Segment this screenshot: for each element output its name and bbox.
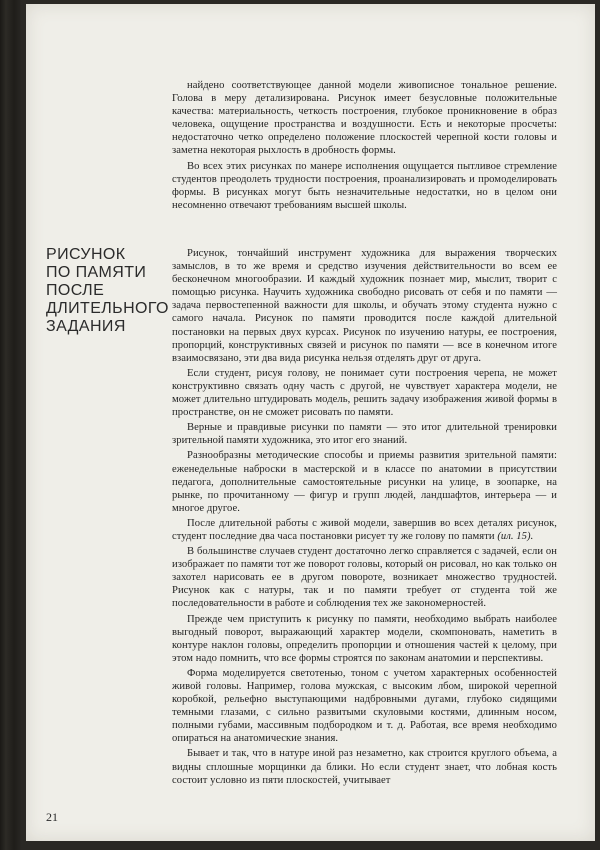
- book-page: [26, 4, 595, 841]
- paragraph: Прежде чем приступить к рисунку по памяти, необходимо выбрать наиболее выгодный поворот, выражающий характер модели, скомпоновать, наметить в контуре наклон головы, определить пропорции и отношения частей к целому, при этом надо помнить, что все формы строятся по законам анатомии и перспективы.: [172, 613, 557, 664]
- paragraph: найдено соответствующее данной модели живописное тональное решение. Голова в меру детализирована. Рисунок имеет безусловные положительные качества: материальность, четкость построения, глубокое проникновение в образ человека, ощущение пространства и воздушности. Есть и некоторые просчеты: недостаточно четко определено положение плоскостей черепной кости головы и заметна некоторая рыхлость в дробность формы.: [172, 80, 557, 157]
- paragraph-with-figure-ref: [172, 517, 557, 543]
- paragraph-text: После длительной работы с живой модели, завершив во всех деталях рисунок, студент последние два часа постановки рисует ту же голову по памяти: [172, 517, 557, 542]
- page-number: 21: [46, 810, 58, 824]
- paragraph: Разнообразны методические способы и приемы развития зрительной памяти: еженедельные наброски в мастерской и в классе по анатомии в присутствии педагога, дополнительные самостоятельные рисунки на улице, в зоопарке, на рынке, по прочитанному — фигур и групп людей, ландшафтов, интерьера — и многое другое.: [172, 450, 557, 514]
- section-title-line: ПОСЛЕ: [46, 282, 105, 299]
- paragraph: В большинстве случаев студент достаточно легко справляется с задачей, если он изображает по памяти тот же поворот головы, который он рисовал, но как только он захотел нарисовать ее в другом повороте, возникает множество трудностей. Рисунок как с натуры, так и по памяти требует от студента той же последовательности в работе и соблюдения тех же закономерностей.: [172, 546, 557, 610]
- paragraph: Рисунок, тончайший инструмент художника для выражения творческих замыслов, в то же время и средство изучения действительности во всем ее бесконечном многообразии. И каждый художник познает мир, мыслит, творит с помощью рисунка. Научить художника свободно рисовать от себя и по памяти — задача первостепенной важности для школы, и обучать этому студента нужно с самого начала. Рисунок по памяти проводится после каждой длительной постановки на первых двух курсах. Рисунок по изучению натуры, ее построения, пропорций, конструктивных связей и рисунок по памяти — все в конечном итоге взаимосвязано, эти два вида рисунка нельзя отделять друг от друга.: [172, 248, 557, 364]
- section-title-line: ПО ПАМЯТИ: [46, 264, 147, 281]
- paragraph: Верные и правдивые рисунки по памяти — это итог длительной тренировки зрительной памяти художника, это итог его знаний.: [172, 422, 557, 447]
- figure-reference: (ил. 15).: [497, 530, 534, 542]
- section-title-line: ЗАДАНИЯ: [46, 318, 126, 335]
- paragraph: Если студент, рисуя голову, не понимает сути построения черепа, не может конструктивно связать одну часть с другой, не чувствует характера модели, не может длительно штудировать модель, решить задачу изображения живой формы в пространстве, он не сможет рисовать по памяти.: [172, 367, 557, 419]
- paragraph: Во всех этих рисунках по манере исполнения ощущается пытливое стремление студентов преодолеть трудности построения, проанализировать и промоделировать формы. В рисунках могут быть незначительные недостатки, но в целом они несомненно отвечают требованиям высшей школы.: [172, 160, 557, 211]
- paragraph: Бывает и так, что в натуре иной раз незаметно, как строится круглого объема, а видны сплошные морщинки да блики. Но если студент знает, что лобная кость состоит условно из пяти плоскостей, учитывает: [172, 748, 557, 786]
- main-text-column: [172, 247, 557, 789]
- section-title-line: РИСУНОК: [46, 246, 126, 263]
- section-title-line: ДЛИТЕЛЬНОГО: [46, 300, 169, 317]
- paragraph: Форма моделируется светотенью, тоном с учетом характерных особенностей живой головы. Например, голова мужская, с высоким лбом, широкой черепной коробкой, рельефно выступающими надбровными дугами, глубоко сидящими темными глазами, с сильно развитыми скуловыми костями, длинным носом, полными губами, массивным подбородком и т. д. Работая, все время необходимо опираться на анатомические знания.: [172, 667, 557, 745]
- top-text-block: [172, 79, 557, 214]
- section-title: [46, 246, 176, 336]
